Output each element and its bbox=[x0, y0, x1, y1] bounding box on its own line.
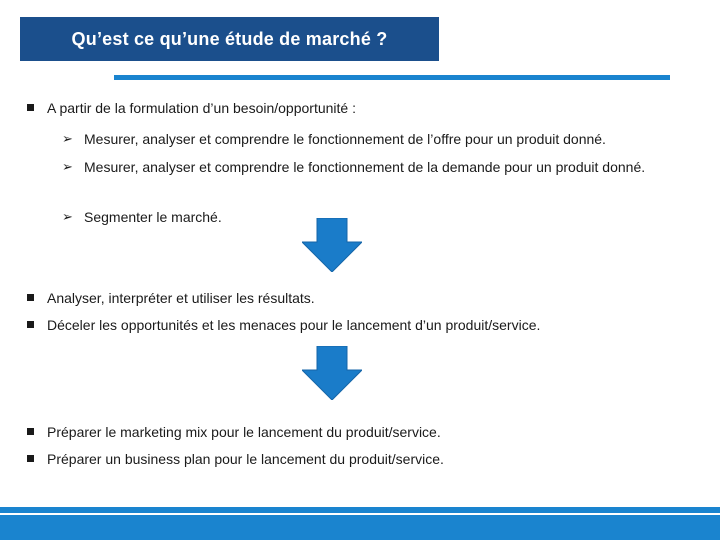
square-bullet-icon bbox=[27, 104, 34, 111]
down-arrow-icon bbox=[302, 346, 362, 400]
arrow-bullet-icon: ➢ bbox=[62, 131, 73, 146]
title-underline bbox=[114, 75, 670, 80]
footer-band bbox=[0, 515, 720, 540]
sub-item-text: Segmenter le marché. bbox=[84, 209, 222, 225]
result-text: Déceler les opportunités et les menaces pour le lancement d’un produit/service. bbox=[47, 317, 541, 333]
square-bullet-icon bbox=[27, 321, 34, 328]
sub-item-text: Mesurer, analyser et comprendre le fonctionnement de l’offre pour un produit donné. bbox=[84, 131, 606, 147]
square-bullet-icon bbox=[27, 455, 34, 462]
plan-text: Préparer le marketing mix pour le lancement du produit/service. bbox=[47, 424, 441, 440]
intro-text: A partir de la formulation d’un besoin/opportunité : bbox=[47, 100, 356, 116]
sub-item-text: Mesurer, analyser et comprendre le fonctionnement de la demande pour un produit donné. bbox=[84, 159, 646, 175]
square-bullet-icon bbox=[27, 294, 34, 301]
square-bullet-icon bbox=[27, 428, 34, 435]
down-arrow-icon bbox=[302, 218, 362, 272]
result-text: Analyser, interpréter et utiliser les résultats. bbox=[47, 290, 315, 306]
slide-title-text: Qu’est ce qu’une étude de marché ? bbox=[71, 28, 388, 49]
arrow-bullet-icon: ➢ bbox=[62, 209, 73, 224]
arrow-bullet-icon: ➢ bbox=[62, 159, 73, 174]
slide-title bbox=[20, 17, 439, 61]
plan-text: Préparer un business plan pour le lancement du produit/service. bbox=[47, 451, 444, 467]
